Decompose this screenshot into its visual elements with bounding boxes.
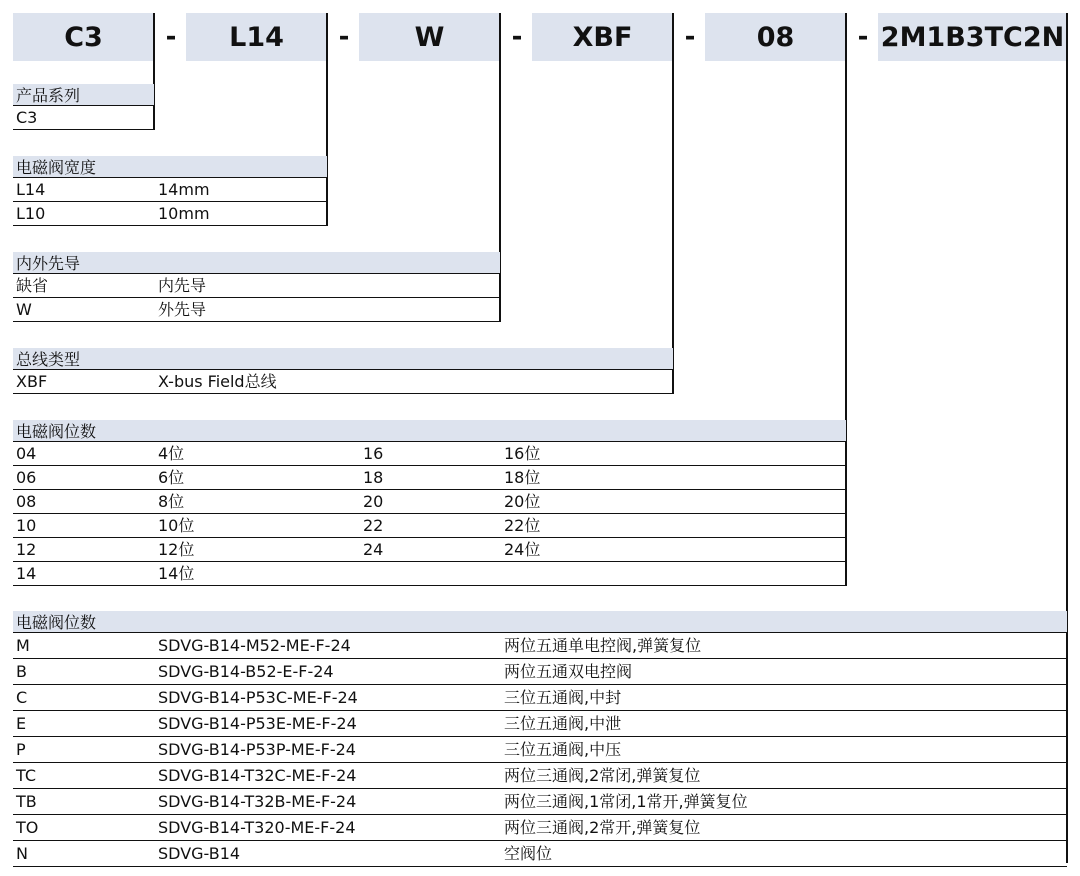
code-cell: 10 — [16, 516, 37, 535]
table-row — [13, 370, 673, 394]
code-cell: 缺省 — [16, 276, 49, 295]
code-cell: TC — [16, 766, 37, 785]
desc-cell: 6位 — [158, 468, 185, 487]
width-section — [13, 156, 327, 226]
desc-cell: 24位 — [504, 540, 541, 559]
desc-cell: 10位 — [158, 516, 195, 535]
code-cell: M — [16, 636, 30, 655]
model-cell: SDVG-B14-P53C-ME-F-24 — [158, 688, 358, 707]
desc-cell: 空阀位 — [504, 844, 553, 863]
table-row — [13, 106, 154, 130]
table-row — [13, 789, 1067, 815]
section-title: 总线类型 — [13, 348, 673, 370]
desc-cell: X-bus Field总线 — [158, 372, 277, 391]
code-separator: - — [511, 22, 523, 52]
code-cell: 14 — [16, 564, 37, 583]
table-row — [13, 202, 327, 226]
code-cell: B — [16, 662, 27, 681]
desc-cell: 14位 — [158, 564, 195, 583]
model-cell: SDVG-B14-P53E-ME-F-24 — [158, 714, 357, 733]
section-title: 内外先导 — [13, 252, 500, 274]
table-row — [13, 274, 500, 298]
table-row — [13, 659, 1067, 685]
code-separator: - — [165, 22, 177, 52]
desc-cell: 20位 — [504, 492, 541, 511]
desc-cell: 两位三通阀,2常开,弹簧复位 — [504, 818, 701, 837]
section-title: 产品系列 — [13, 84, 154, 106]
desc-cell: 两位三通阀,2常闭,弹簧复位 — [504, 766, 701, 785]
code-segment-positions: 08 — [705, 13, 846, 61]
valves-section — [13, 611, 1067, 867]
section-title: 电磁阀宽度 — [13, 156, 327, 178]
table-row — [13, 442, 846, 466]
code-cell: 04 — [16, 444, 37, 463]
code-segment-series: C3 — [13, 13, 154, 61]
code-cell: TB — [16, 792, 37, 811]
table-row — [13, 562, 846, 586]
code-cell: 20 — [363, 492, 384, 511]
desc-cell: 16位 — [504, 444, 541, 463]
table-row — [13, 841, 1067, 867]
model-cell: SDVG-B14-B52-E-F-24 — [158, 662, 334, 681]
desc-cell: 两位三通阀,1常闭,1常开,弹簧复位 — [504, 792, 748, 811]
model-cell: SDVG-B14-T320-ME-F-24 — [158, 818, 356, 837]
desc-cell: 22位 — [504, 516, 541, 535]
pilot-section — [13, 252, 500, 322]
desc-cell: 三位五通阀,中压 — [504, 740, 622, 759]
code-cell: W — [16, 300, 32, 319]
table-row — [13, 466, 846, 490]
table-row — [13, 178, 327, 202]
code-cell: C — [16, 688, 28, 707]
model-cell: SDVG-B14-T32C-ME-F-24 — [158, 766, 357, 785]
code-cell: N — [16, 844, 28, 863]
desc-cell: 10mm — [158, 204, 210, 223]
desc-cell: 4位 — [158, 444, 185, 463]
desc-cell: 12位 — [158, 540, 195, 559]
table-row — [13, 633, 1067, 659]
code-cell: 06 — [16, 468, 37, 487]
desc-cell: 两位五通单电控阀,弹簧复位 — [504, 636, 702, 655]
code-cell: 22 — [363, 516, 384, 535]
desc-cell: 内先导 — [158, 276, 207, 295]
desc-cell: 14mm — [158, 180, 210, 199]
desc-cell: 8位 — [158, 492, 185, 511]
model-cell: SDVG-B14-P53P-ME-F-24 — [158, 740, 356, 759]
bus-section — [13, 348, 673, 394]
code-cell: P — [16, 740, 26, 759]
desc-cell: 三位五通阀,中封 — [504, 688, 622, 707]
table-row — [13, 490, 846, 514]
table-row — [13, 763, 1067, 789]
desc-cell: 三位五通阀,中泄 — [504, 714, 622, 733]
code-segment-valves: 2M1B3TC2N — [878, 13, 1067, 61]
series-section — [13, 84, 154, 130]
table-row — [13, 711, 1067, 737]
code-segment-bus: XBF — [532, 13, 673, 61]
code-cell: TO — [16, 818, 39, 837]
table-row — [13, 514, 846, 538]
section-title: 电磁阀位数 — [13, 611, 1067, 633]
table-row — [13, 298, 500, 322]
code-segment-pilot: W — [359, 13, 500, 61]
model-cell: SDVG-B14-T32B-ME-F-24 — [158, 792, 357, 811]
code-cell: C3 — [16, 108, 38, 127]
section-title: 电磁阀位数 — [13, 420, 846, 442]
desc-cell: 外先导 — [158, 300, 207, 319]
model-cell: SDVG-B14-M52-ME-F-24 — [158, 636, 351, 655]
code-cell: 12 — [16, 540, 37, 559]
code-segment-width: L14 — [186, 13, 327, 61]
table-row — [13, 737, 1067, 763]
table-row — [13, 685, 1067, 711]
code-cell: E — [16, 714, 27, 733]
code-cell: 16 — [363, 444, 384, 463]
code-cell: 08 — [16, 492, 37, 511]
table-row — [13, 815, 1067, 841]
code-separator: - — [338, 22, 350, 52]
code-separator: - — [684, 22, 696, 52]
code-cell: L14 — [16, 180, 46, 199]
code-cell: 18 — [363, 468, 384, 487]
code-separator: - — [857, 22, 869, 52]
model-cell: SDVG-B14 — [158, 844, 241, 863]
desc-cell: 18位 — [504, 468, 541, 487]
code-cell: 24 — [363, 540, 384, 559]
connector-line — [672, 13, 674, 394]
table-row — [13, 538, 846, 562]
code-cell: L10 — [16, 204, 46, 223]
code-cell: XBF — [16, 372, 48, 391]
desc-cell: 两位五通双电控阀 — [504, 662, 633, 681]
positions-section — [13, 420, 846, 586]
